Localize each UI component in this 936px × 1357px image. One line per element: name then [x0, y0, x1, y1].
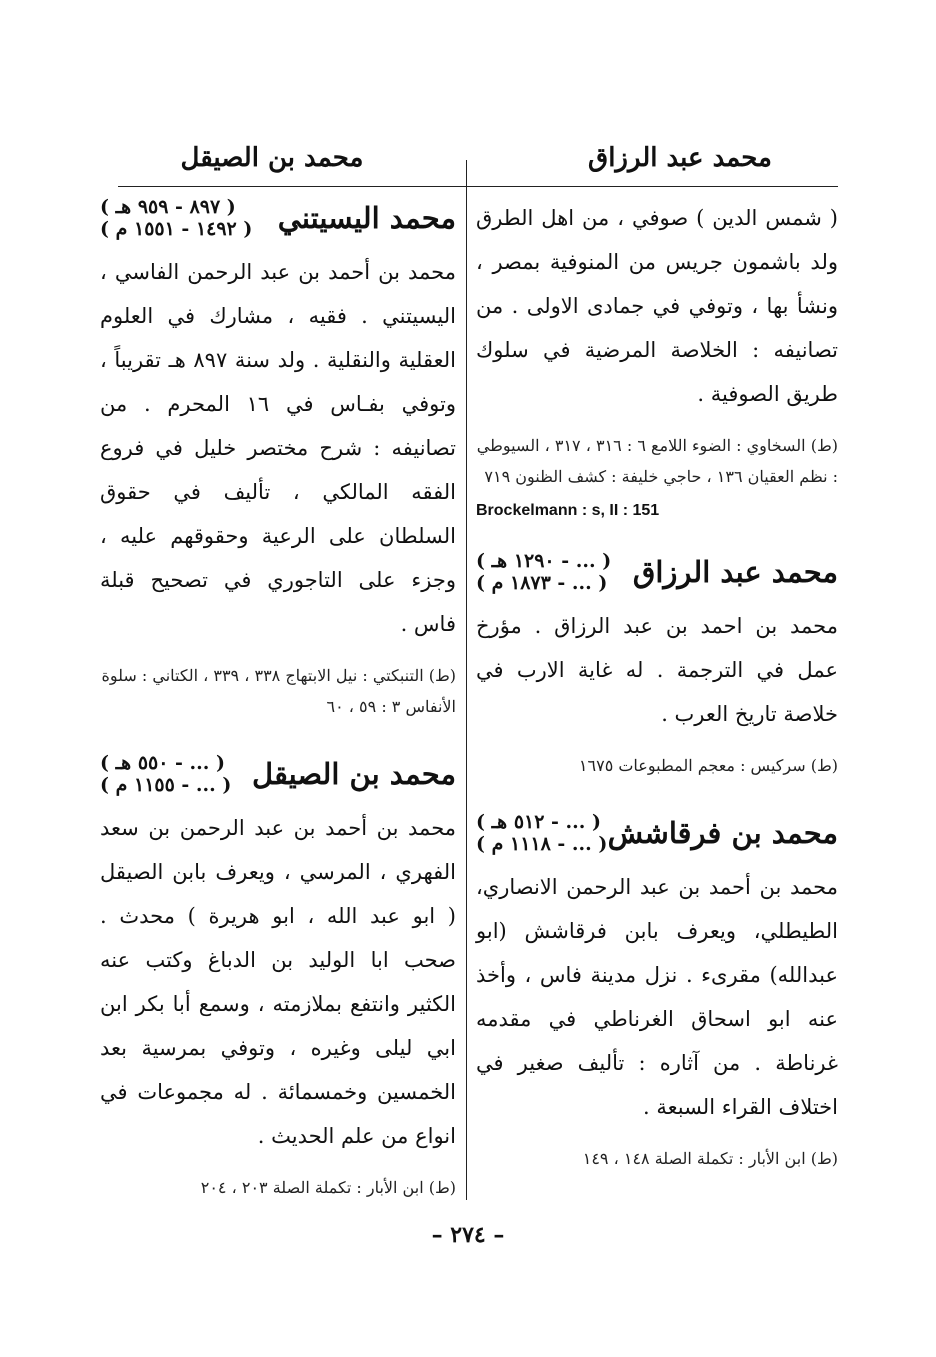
- entry-name: محمد عبد الرزاق: [632, 555, 838, 589]
- entry-references: (ط) ابن الأبار : تكملة الصلة ٢٠٣ ، ٢٠٤: [200, 1178, 456, 1197]
- entry-dates: [476, 550, 611, 594]
- entry-continuation: [476, 196, 838, 520]
- dates-hijri: ( ٨٩٧ - ٩٥٩ هـ ): [100, 196, 236, 218]
- entry-references: (ط) سركيس : معجم المطبوعات ١٦٧٥: [578, 756, 838, 775]
- entry-references: (ط) التنبكتي : نيل الابتهاج ٣٣٨ ، ٣٣٩ ، الكتاني : سلوة الأنفاس ٣ : ٥٩ ، ٦٠: [101, 666, 456, 716]
- page-number: – ٢٧٤ –: [431, 1222, 505, 1248]
- dates-hijri: ( ... - ٥١٢ هـ ): [476, 811, 602, 833]
- entry-al-yasitni: [100, 196, 456, 722]
- dates-gregorian: ( ١٤٩٢ - ١٥٥١ م ): [100, 218, 253, 240]
- entry-ibn-al-sayqal: [100, 752, 456, 1203]
- dates-hijri: ( ... - ٥٥٠ هـ ): [100, 752, 226, 774]
- entry-abd-al-razzaq: [476, 550, 838, 781]
- running-header-left: محمد بن الصيقل: [180, 143, 364, 173]
- dates-gregorian: ( ... - ١١٥٥ م ): [100, 774, 232, 796]
- entry-body: محمد بن احمد بن عبد الرزاق . مؤرخ عمل في الترجمة . له غاية الارب في خلاصة تاريخ العرب .: [476, 614, 838, 726]
- column-divider: [466, 160, 467, 1200]
- entry-references: (ط) ابن الأبار : تكملة الصلة ١٤٨ ، ١٤٩: [582, 1149, 838, 1168]
- dates-hijri: ( ... - ١٢٩٠ هـ ): [476, 550, 612, 572]
- running-header-right: محمد عبد الرزاق: [588, 143, 772, 173]
- dates-gregorian: ( ... - ١٨٧٣ م ): [476, 572, 608, 594]
- entry-name: محمد اليسيتني: [277, 201, 456, 235]
- entry-dates: [100, 196, 252, 240]
- entry-ibn-farqashash: [476, 811, 838, 1174]
- dates-gregorian: ( ... - ١١١٨ م ): [476, 833, 608, 855]
- latin-reference: Brockelmann : s, II : 151: [476, 502, 660, 519]
- left-column: [100, 196, 456, 1203]
- header-rule: [118, 186, 838, 187]
- entry-body: محمد بن أحمد بن عبد الرحمن الانصاري، الطيطلي، ويعرف بابن فرقاشش (ابو عبدالله) مقرىء . نزل مدينة فاس ، وأخذ عنه ابو اسحاق الغرناطي في مقدمه غرناطة . من آثاره : تأليف صغير في اختلاف القراء السبعة .: [476, 875, 838, 1119]
- entry-name: محمد بن الصيقل: [251, 757, 456, 791]
- right-column: [476, 196, 838, 1174]
- entry-references: (ط) السخاوي : الضوء اللامع ٦ : ٣١٦ ، ٣١٧ ، السيوطي : نظم العقيان ١٣٦ ، حاجي خليفة : كشف الظنون ٧١٩: [476, 436, 838, 486]
- entry-body: محمد بن أحمد بن عبد الرحمن بن سعد الفهري ، المرسي ، ويعرف بابن الصيقل ( ابو عبد الله ، ابو هريرة ) محدث . صحب ابا الوليد بن الدباغ وكتب عنه الكثير وانتفع بملازمته ، وسمع أبا بكر ابن ابي ليلى وغيره ، وتوفي بمرسية بعد الخمسين وخمسمائة . له مجموعات في انواع من علم الحديث .: [100, 816, 456, 1148]
- entry-body: محمد بن أحمد بن عبد الرحمن الفاسي ، اليسيتني . فقيه ، مشارك في العلوم العقلية والنقلية . ولد سنة ٨٩٧ هـ تقريباً ، وتوفي بفـاس في ١٦ المحرم . من تصانيفه : شرح مختصر خليل في فروع الفقه المالكي ، تأليف في حقوق السلطان على الرعية وحقوقهم عليه ، وجزء على التاجوري في تصحيح قبلة فاس .: [100, 260, 456, 636]
- entry-dates: [100, 752, 231, 796]
- entry-body: ( شمس الدين ) صوفي ، من اهل الطرق ولد باشمون جريس من المنوفية بمصر ، ونشأ بها ، وتوفي في جمادى الاولى . من تصانيفه : الخلاصة المرضية في سلوك طريق الصوفية .: [476, 206, 838, 406]
- entry-dates: [476, 811, 607, 855]
- entry-name: محمد بن فرقاشش: [607, 816, 838, 850]
